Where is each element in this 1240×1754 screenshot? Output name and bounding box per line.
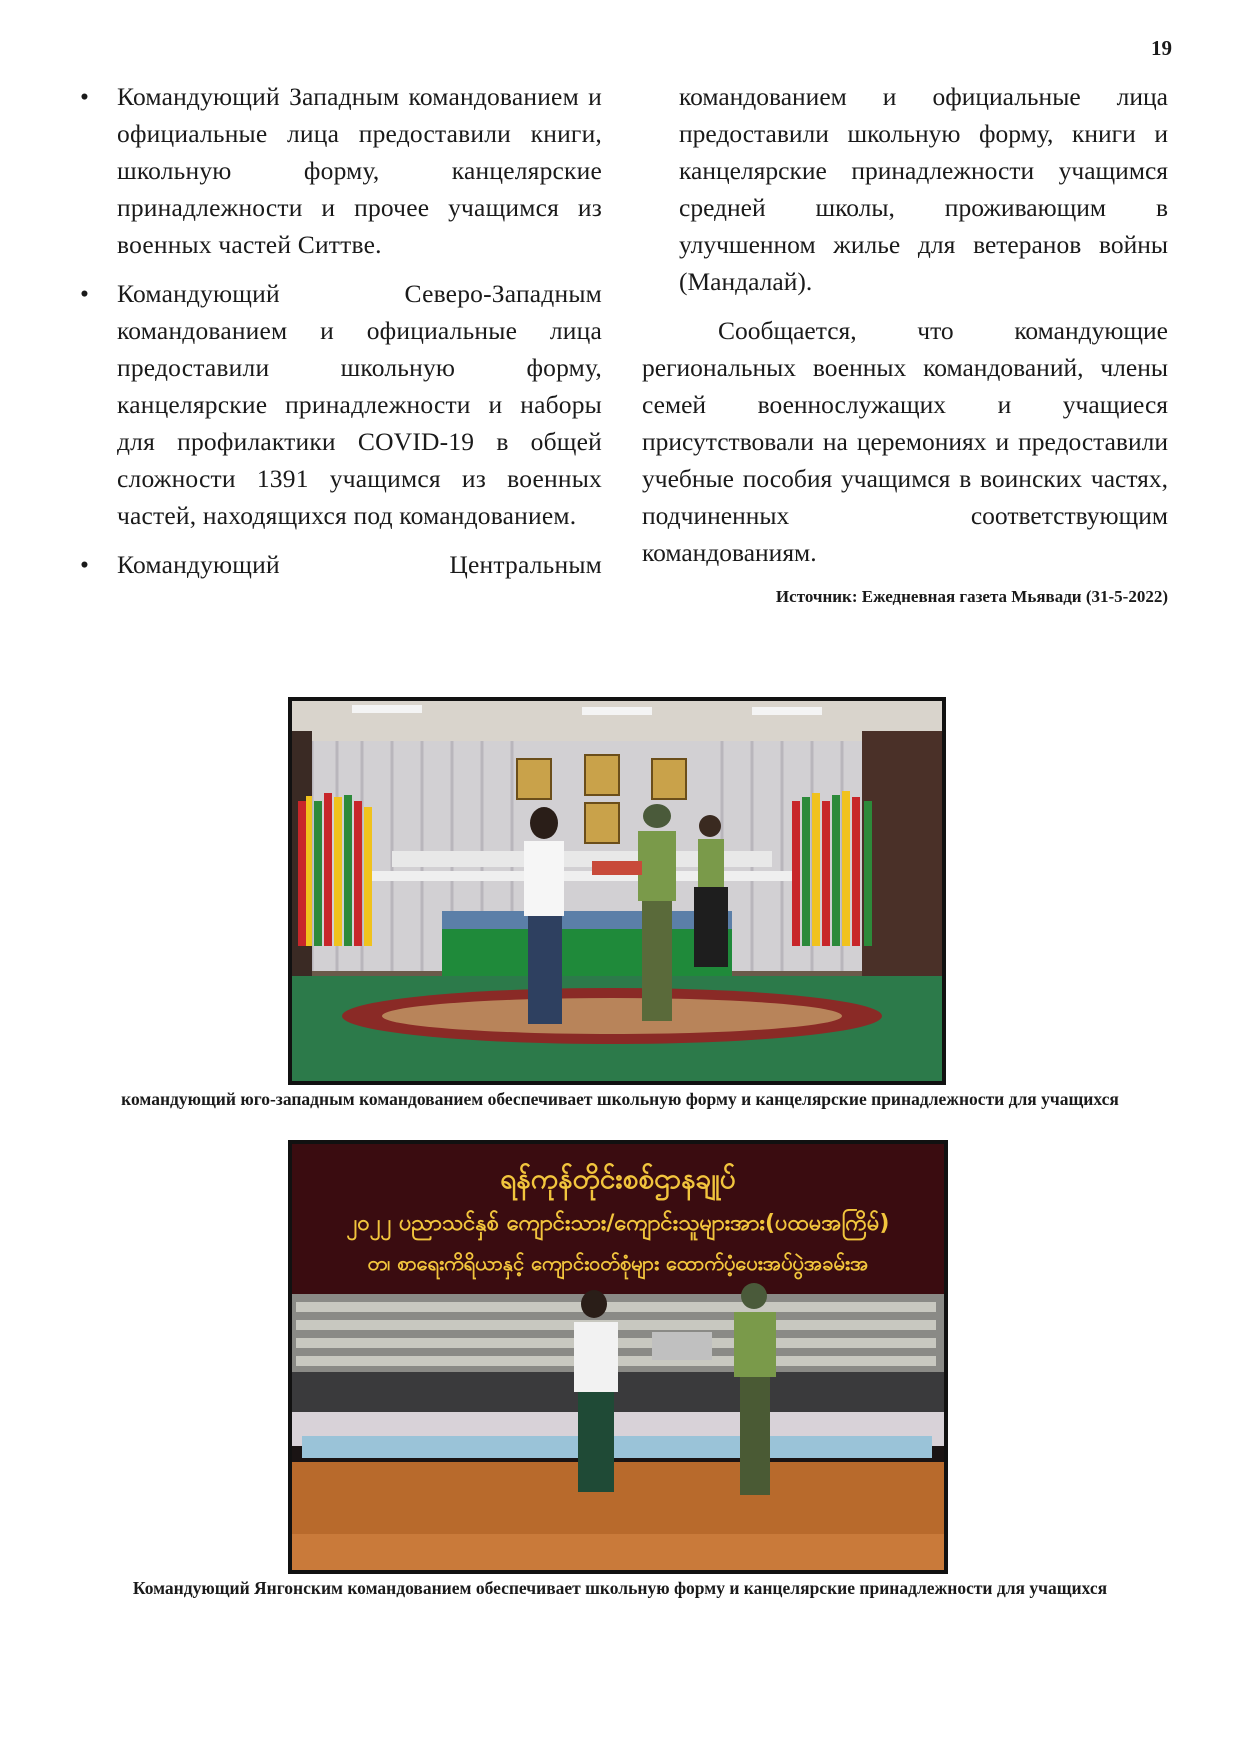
bullet-dot-icon: •: [80, 279, 90, 308]
right-column: [642, 78, 1168, 607]
bullet-text: Командующий Северо-Западным командованием и официальные лица предоставили школьную форму, канцелярские принадлежности и наборы для профилактики COVID-19 в общей сложности 1391 учащимся из военных частей, находящихся под командованием.: [117, 279, 602, 530]
banner-line: ၂၀၂၂ ပညာသင်နှစ် ကျောင်းသား/ကျောင်းသူများအား(ပထမအကြိမ်): [346, 1211, 890, 1236]
source-citation: Источник: Ежедневная газета Мьявади (31-5-2022): [775, 587, 1168, 606]
bullet-item: [72, 546, 602, 583]
photo-caption: командующий юго-западным командованием обеспечивает школьную форму и канцелярские принадлежности для учащихся: [121, 1089, 1119, 1109]
photo-illustration: [292, 701, 942, 1081]
page-number: 19: [1151, 36, 1172, 60]
bullet-dot-icon: •: [80, 550, 90, 579]
bullet-continuation: командованием и официальные лица предоставили школьную форму, книги и канцелярские принадлежности учащимся средней школы, проживающим в улучшенном жилье для ветеранов войны (Мандалай).: [679, 82, 1168, 296]
bullet-item: [72, 78, 602, 263]
left-column: [72, 78, 602, 595]
bullet-item: [72, 275, 602, 534]
photo-caption: Командующий Янгонским командованием обеспечивает школьную форму и канцелярские принадлежности для учащихся: [132, 1578, 1108, 1598]
two-column-text: [72, 78, 1168, 678]
photo-ceremony-southwest: [288, 697, 946, 1085]
body-paragraph: Сообщается, что командующие региональных военных командований, члены семей военнослужащих и учащиеся присутствовали на церемониях и предоставили учебные пособия учащимся в воинских частях, подчиненных соответствующим командованиям.: [642, 316, 1168, 567]
banner-line: ရန်ကုန်တိုင်းစစ်ဌာနချုပ်: [500, 1162, 736, 1195]
banner-line: တ၊ စာရေးကိရိယာနှင့် ကျောင်းဝတ်စုံများ ထောက်ပံ့ပေးအပ်ပွဲအခမ်းအ: [367, 1251, 869, 1275]
bullet-text: Командующий Западным командованием и официальные лица предоставили книги, школьную форму, канцелярские принадлежности и прочее учащимся из военных частей Ситтве.: [117, 82, 602, 259]
bullet-text: Командующий Центральным: [117, 550, 602, 579]
photo-ceremony-yangon: [288, 1140, 948, 1574]
photo-illustration: [292, 1144, 944, 1570]
bullet-dot-icon: •: [80, 82, 90, 111]
